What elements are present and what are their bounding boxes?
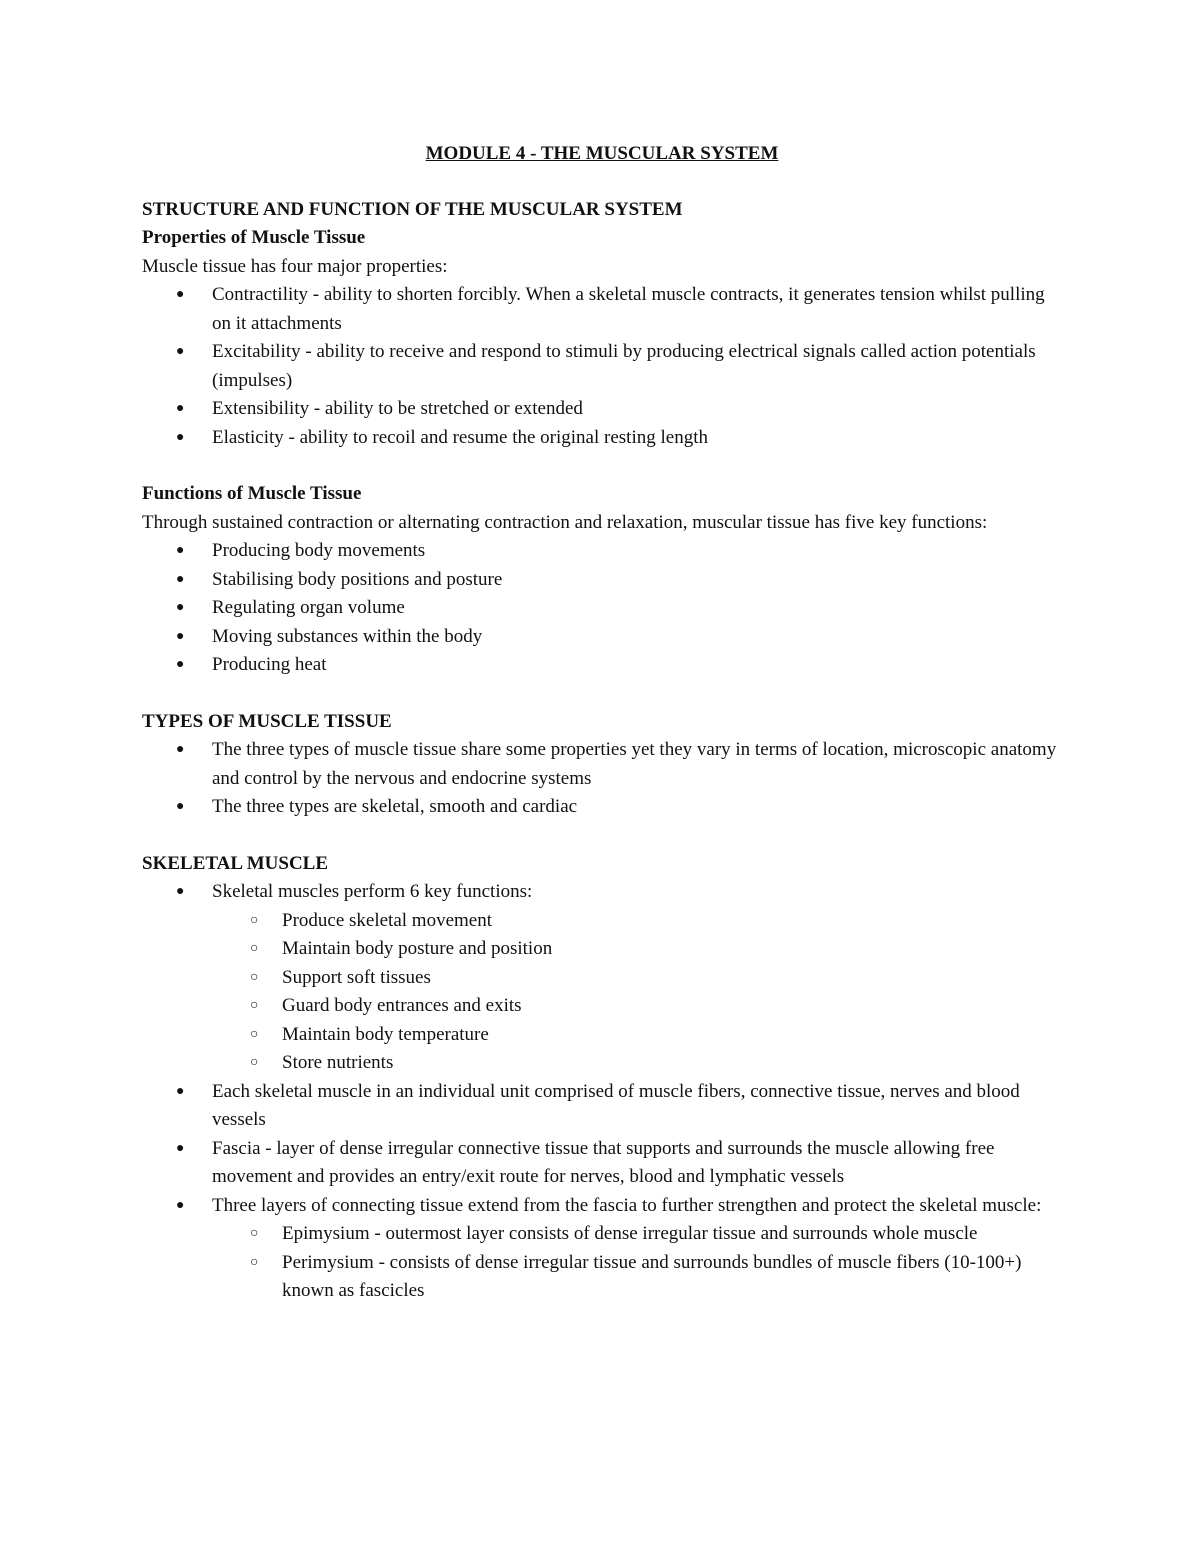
functions-intro: Through sustained contraction or alternating contraction and relaxation, muscular tissue has five key functions: — [142, 511, 988, 533]
list-item: ● The three types are skeletal, smooth and cardiac — [142, 793, 1062, 822]
sublist-item: ○ Epimysium - outermost layer consists of dense irregular tissue and surrounds whole muscle — [212, 1220, 1062, 1249]
list-item: ● Three layers of connecting tissue extend from the fascia to further strengthen and protect the skeletal muscle: ○ Epimysium - outermost layer consists of dense irregular tissue and surrounds whole muscle ○ Perimysium - consists of dense irregular tissue and surrounds bundles of muscle fibers (10-100+) known as fascicles — [142, 1192, 1062, 1306]
list-item: ● The three types of muscle tissue share some properties yet they vary in terms of location, microscopic anatomy and control by the nervous and endocrine systems — [142, 736, 1062, 793]
subheading-functions: Functions of Muscle Tissue — [142, 483, 362, 504]
list-item: ● Producing heat — [142, 651, 1062, 680]
properties-list — [142, 281, 1062, 452]
sublist-item: ○ Perimysium - consists of dense irregular tissue and surrounds bundles of muscle fibers (10-100+) known as fascicles — [212, 1249, 1062, 1306]
spacer — [142, 452, 1062, 480]
bullet-icon: ● — [176, 1083, 185, 1099]
subheading-properties: Properties of Muscle Tissue — [142, 227, 366, 248]
sublist-item: ○ Produce skeletal movement — [142, 907, 1062, 936]
skeletal-list — [142, 878, 1062, 1306]
bullet-icon: ● — [176, 1197, 185, 1213]
list-item: ● Stabilising body positions and posture — [142, 566, 1062, 595]
bullet-icon: ● — [176, 543, 185, 558]
spacer — [142, 680, 1062, 708]
hollow-bullet-icon: ○ — [250, 1226, 259, 1241]
list-item: ● Fascia - layer of dense irregular connective tissue that supports and surrounds the muscle allowing free movement and provides an entry/exit route for nerves, blood and lymphatic vessels — [142, 1135, 1062, 1192]
sublist-item: ○ Store nutrients — [142, 1049, 1062, 1078]
bullet-icon: ● — [176, 1140, 185, 1156]
list-item: ● Regulating organ volume — [142, 594, 1062, 623]
hollow-bullet-icon: ○ — [250, 941, 259, 956]
hollow-bullet-icon: ○ — [250, 912, 259, 928]
spacer — [142, 822, 1062, 850]
bullet-icon: ● — [176, 287, 185, 302]
list-item: ● Contractility - ability to shorten forcibly. When a skeletal muscle contracts, it generates tension whilst pulling on it attachments — [142, 281, 1062, 338]
list-item: ● Skeletal muscles perform 6 key functions: ○ Produce skeletal movement ○ Maintain body posture and position ○ Support soft tissues ○ Guard body entrances and exits ○ Maintain body temperature ○ Store nutrients — [142, 878, 1062, 1078]
hollow-bullet-icon: ○ — [250, 969, 259, 985]
bullet-icon: ● — [176, 799, 185, 814]
bullet-icon: ● — [176, 742, 185, 757]
bullet-icon: ● — [176, 628, 185, 644]
list-item: ● Producing body movements — [142, 537, 1062, 566]
list-item: ● Moving substances within the body — [142, 623, 1062, 652]
hollow-bullet-icon: ○ — [250, 998, 259, 1013]
sublist-item: ○ Guard body entrances and exits — [142, 992, 1062, 1021]
section-heading-types: TYPES OF MUSCLE TISSUE — [142, 710, 392, 732]
hollow-bullet-icon: ○ — [250, 1026, 259, 1042]
section-heading-skeletal: SKELETAL MUSCLE — [142, 852, 329, 874]
bullet-icon: ● — [176, 344, 185, 359]
connective-layers-sublist — [212, 1220, 1062, 1306]
types-list — [142, 736, 1062, 822]
skeletal-functions-sublist — [142, 907, 1062, 1078]
sublist-item: ○ Maintain body temperature — [142, 1021, 1062, 1050]
section-heading-structure-function: STRUCTURE AND FUNCTION OF THE MUSCULAR SYSTEM — [142, 198, 683, 220]
list-item: ● Elasticity - ability to recoil and resume the original resting length — [142, 424, 1062, 453]
bullet-icon: ● — [176, 884, 185, 899]
hollow-bullet-icon: ○ — [250, 1254, 259, 1270]
bullet-icon: ● — [176, 401, 185, 416]
list-item: ● Excitability - ability to receive and respond to stimuli by producing electrical signals called action potentials (impulses) — [142, 338, 1062, 395]
sublist-item: ○ Support soft tissues — [142, 964, 1062, 993]
functions-list — [142, 537, 1062, 680]
bullet-icon: ● — [176, 571, 185, 587]
list-item: ● Extensibility - ability to be stretched or extended — [142, 395, 1062, 424]
list-item: ● Each skeletal muscle in an individual unit comprised of muscle fibers, connective tissue, nerves and blood vessels — [142, 1078, 1062, 1135]
bullet-icon: ● — [176, 600, 185, 615]
document-title: MODULE 4 - THE MUSCULAR SYSTEM — [425, 143, 779, 164]
hollow-bullet-icon: ○ — [250, 1055, 259, 1070]
bullet-icon: ● — [176, 429, 185, 445]
document-page — [142, 140, 1062, 1306]
bullet-icon: ● — [176, 657, 185, 672]
properties-intro: Muscle tissue has four major properties: — [142, 255, 448, 277]
sublist-item: ○ Maintain body posture and position — [142, 935, 1062, 964]
